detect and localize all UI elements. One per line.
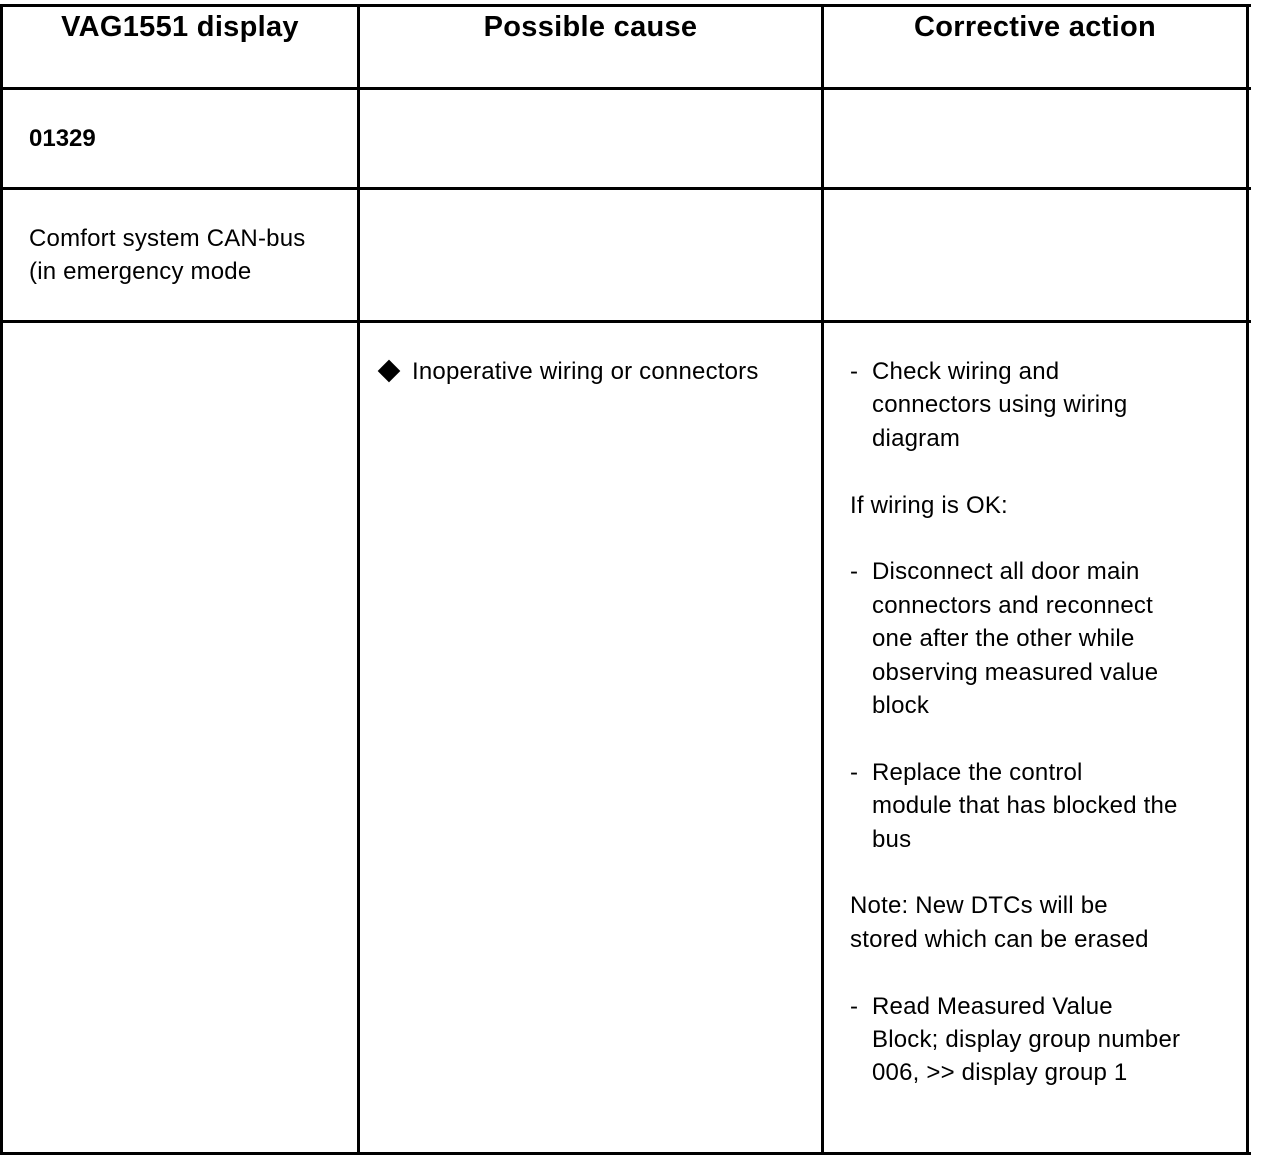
row-divider-header: [0, 87, 1251, 90]
action-step-read-block: [850, 990, 1245, 1090]
table-border-bottom: [0, 1152, 1251, 1155]
cause-bullet-row: [378, 355, 818, 388]
note-line: stored which can be erased: [850, 925, 1149, 953]
action-line: bus: [872, 825, 912, 853]
dtc-code: 01329: [29, 125, 96, 152]
action-line: module that has blocked the: [872, 792, 1178, 820]
action-condition: If wiring is OK:: [850, 491, 1008, 519]
dtc-description: [29, 222, 349, 289]
action-line: Disconnect all door main: [872, 558, 1140, 586]
action-line: observing measured value: [872, 658, 1159, 686]
action-step-disconnect: [850, 555, 1245, 722]
row-divider-code: [0, 187, 1251, 190]
header-display: VAG1551 display: [61, 11, 299, 43]
diamond-bullet-icon: [378, 360, 401, 383]
dash-marker: -: [850, 992, 859, 1020]
action-line: Read Measured Value: [872, 992, 1113, 1020]
dtc-description-line: Comfort system CAN-bus: [29, 225, 306, 252]
table-border-top: [0, 4, 1251, 7]
action-line: block: [872, 692, 930, 720]
column-divider-1: [357, 4, 360, 1155]
action-line: Block; display group number: [872, 1026, 1181, 1054]
table-border-left: [0, 4, 3, 1155]
dash-marker: -: [850, 758, 859, 786]
action-line: 006, >> display group 1: [872, 1059, 1128, 1087]
table-border-right: [1246, 4, 1249, 1155]
action-line: Replace the control: [872, 758, 1083, 786]
action-line: one after the other while: [872, 625, 1135, 653]
action-line: Check wiring and: [872, 358, 1060, 385]
dtc-description-line: (in emergency mode: [29, 258, 252, 286]
cause-item: [378, 355, 818, 388]
dash-marker: -: [850, 358, 859, 385]
dash-marker: -: [850, 558, 859, 586]
header-possible-cause: Possible cause: [483, 11, 698, 43]
row-divider-description: [0, 320, 1251, 323]
action-step-replace: [850, 756, 1245, 856]
corrective-actions: [850, 355, 1245, 1090]
column-divider-2: [821, 4, 824, 1155]
action-note: [850, 889, 1245, 956]
cause-text: Inoperative wiring or connectors: [412, 358, 759, 385]
note-line: Note: New DTCs will be: [850, 892, 1108, 920]
action-line: connectors and reconnect: [872, 591, 1153, 619]
header-corrective-action: Corrective action: [913, 11, 1156, 43]
action-line: diagram: [872, 424, 961, 452]
action-line: connectors using wiring: [872, 391, 1128, 419]
action-step-check-wiring: [850, 355, 1245, 455]
